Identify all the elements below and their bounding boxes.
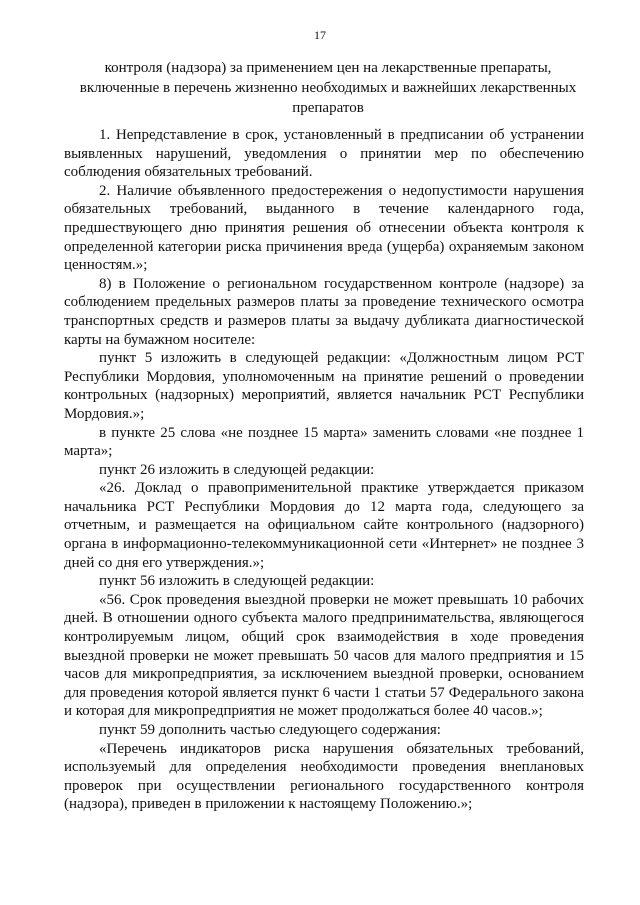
paragraph-6: пункт 26 изложить в следующей редакции:: [99, 461, 375, 478]
document-body: [64, 126, 584, 814]
paragraph-5: в пункте 25 слова «не позднее 15 марта» заменить словами «не позднее 1 марта»;: [64, 424, 584, 460]
paragraph-4: пункт 5 изложить в следующей редакции: «Должностным лицом РСТ Республики Мордовия, уполномоченным на принятие решений о проведении контрольных (надзорных) мероприятий, является начальник РСТ Республики Мордовия.»;: [64, 350, 584, 422]
page-number: 17: [314, 28, 326, 42]
paragraph-2: 2. Наличие объявленного предостережения о недопустимости нарушения обязательных требований, выданного в течение календарного года, предшествующего дню принятия решения об отнесении объекта контроля к определенной категории риска причинения вреда (ущерба) охраняемым законом ценностям.»;: [64, 182, 584, 274]
paragraph-7: «26. Доклад о правоприменительной практике утверждается приказом начальника РСТ Республики Мордовия до 12 марта года, следующего за отчетным, и размещается на официальном сайте контрольного (надзорного) органа в информационно-телекоммуникационной сети «Интернет» не позднее 3 дней со дня его утверждения.»;: [64, 480, 584, 571]
paragraph-3: 8) в Положение о региональном государственном контроле (надзоре) за соблюдением предельных размеров платы за проведение технического осмотра транспортных средств и размеров платы за выдачу дубликата диагностической карты на бумажном носителе:: [64, 275, 584, 348]
paragraph-9: «56. Срок проведения выездной проверки не может превышать 10 рабочих дней. В отношении одного субъекта малого предпринимательства, являющегося контролируемым лицом, общий срок взаимодействия в ходе проведения выездной проверки не может превышать 50 часов для малого предприятия и 15 часов для микропредприятия, за исключением выездной проверки, основанием для проведения которой является пункт 6 части 1 статьи 57 Федерального закона и которая для микропредприятия не может продолжаться более 40 часов.»;: [64, 591, 584, 720]
paragraph-10: пункт 59 дополнить частью следующего содержания:: [99, 722, 441, 738]
paragraph-11: «Перечень индикаторов риска нарушения обязательных требований, используемый для определения необходимости проведения внеплановых проверок при осуществлении регионального государственного контроля (надзора), приведен в приложении к настоящему Положению.»;: [64, 740, 584, 813]
paragraph-8: пункт 56 изложить в следующей редакции:: [99, 573, 375, 590]
paragraph-1: 1. Непредставление в срок, установленный в предписании об устранении выявленных нарушений, уведомления о принятии мер по обеспечению соблюдения обязательных требований.: [64, 127, 584, 181]
section-heading: контроля (надзора) за применением цен на лекарственные препараты, включенные в перечень жизненно необходимых и важнейших лекарственных препаратов: [79, 60, 577, 116]
